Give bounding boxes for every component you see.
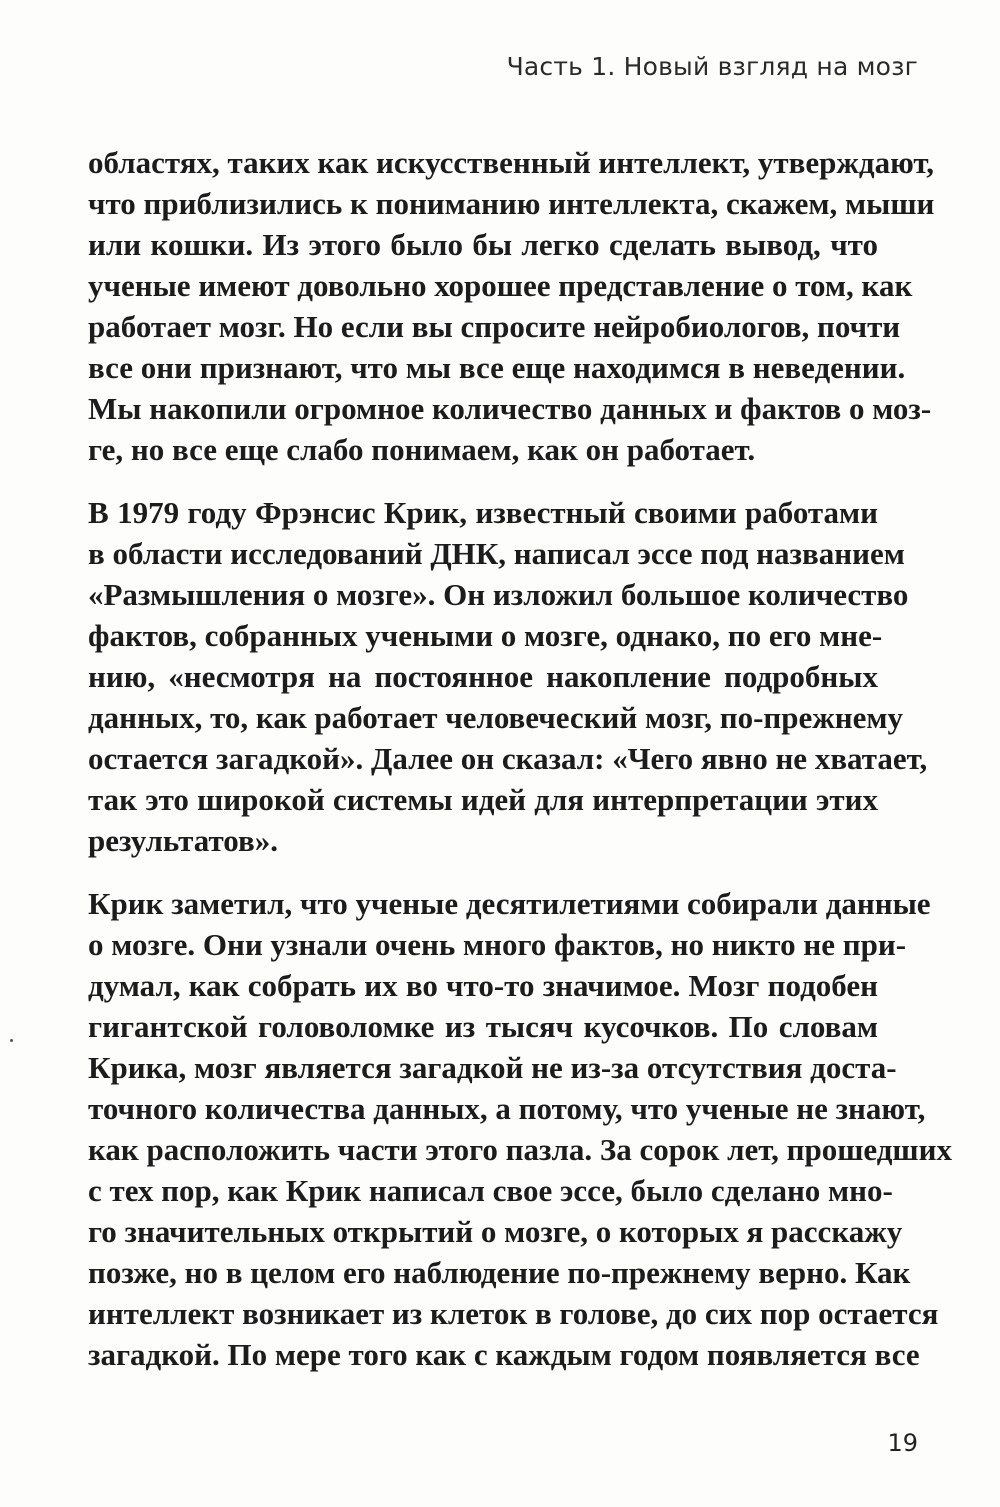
text-line: думал, как собрать их во что-то значимое. Мозг подобен [88, 968, 878, 1003]
text-line: Крика, мозг является загадкой не из-за отсутствия доста- [88, 1050, 897, 1085]
text-line: В 1979 году Фрэнсис Крик, известный своими работами [88, 495, 878, 530]
running-header: Часть 1. Новый взгляд на мозг [506, 52, 918, 81]
text-line: результатов». [88, 823, 278, 858]
text-line: точного количества данных, а потому, что ученые не знают, [88, 1091, 926, 1126]
text-line: гигантской головоломке из тысяч кусочков. По словам [88, 1009, 878, 1044]
text-line: фактов, собранных учеными о мозге, однако, по его мне- [88, 618, 883, 653]
text-line: областях, таких как искусственный интеллект, утверждают, [88, 145, 934, 180]
paragraph-2 [88, 492, 928, 861]
text-line: позже, но в целом его наблюдение по-прежнему верно. Как [88, 1255, 911, 1290]
text-line: го значительных открытий о мозге, о которых я расскажу [88, 1214, 903, 1249]
text-line: остается загадкой». Далее он сказал: «Чего явно не хватает, [88, 741, 928, 776]
text-line: Крик заметил, что ученые десятилетиями собирали данные [88, 886, 931, 921]
paragraph-1 [88, 142, 935, 470]
page-number: 19 [887, 1429, 918, 1457]
text-line: что приблизились к пониманию интеллекта, скажем, мыши [88, 186, 935, 221]
text-line: работает мозг. Но если вы спросите нейробиологов, почти [88, 309, 901, 344]
text-line: нию, «несмотря на постоянное накопление подробных [88, 659, 878, 694]
text-line: все они признают, что мы все еще находимся в неведении. [88, 350, 906, 385]
text-line: как расположить части этого пазла. За сорок лет, прошедших [88, 1132, 952, 1167]
body-text [88, 142, 952, 1397]
text-line: «Размышления о мозге». Он изложил большое количество [88, 577, 909, 612]
text-line: с тех пор, как Крик написал свое эссе, было сделано мно- [88, 1173, 893, 1208]
text-line: интеллект возникает из клеток в голове, до сих пор остается [88, 1296, 939, 1331]
text-line: ге, но все еще слабо понимаем, как он работает. [88, 432, 756, 467]
text-line: или кошки. Из этого было бы легко сделать вывод, что [88, 227, 878, 262]
text-line: Мы накопили огромное количество данных и фактов о моз- [88, 391, 932, 426]
print-speck [10, 1039, 13, 1042]
paragraph-3 [88, 883, 952, 1375]
text-line: данных, то, как работает человеческий мозг, по-прежнему [88, 700, 904, 735]
text-line: так это широкой системы идей для интерпретации этих [88, 782, 878, 817]
text-line: загадкой. По мере того как с каждым годом появляется все [88, 1337, 920, 1372]
text-line: о мозге. Они узнали очень много фактов, но никто не при- [88, 927, 907, 962]
text-line: в области исследований ДНК, написал эссе под названием [88, 536, 905, 571]
text-line: ученые имеют довольно хорошее представление о том, как [88, 268, 913, 303]
